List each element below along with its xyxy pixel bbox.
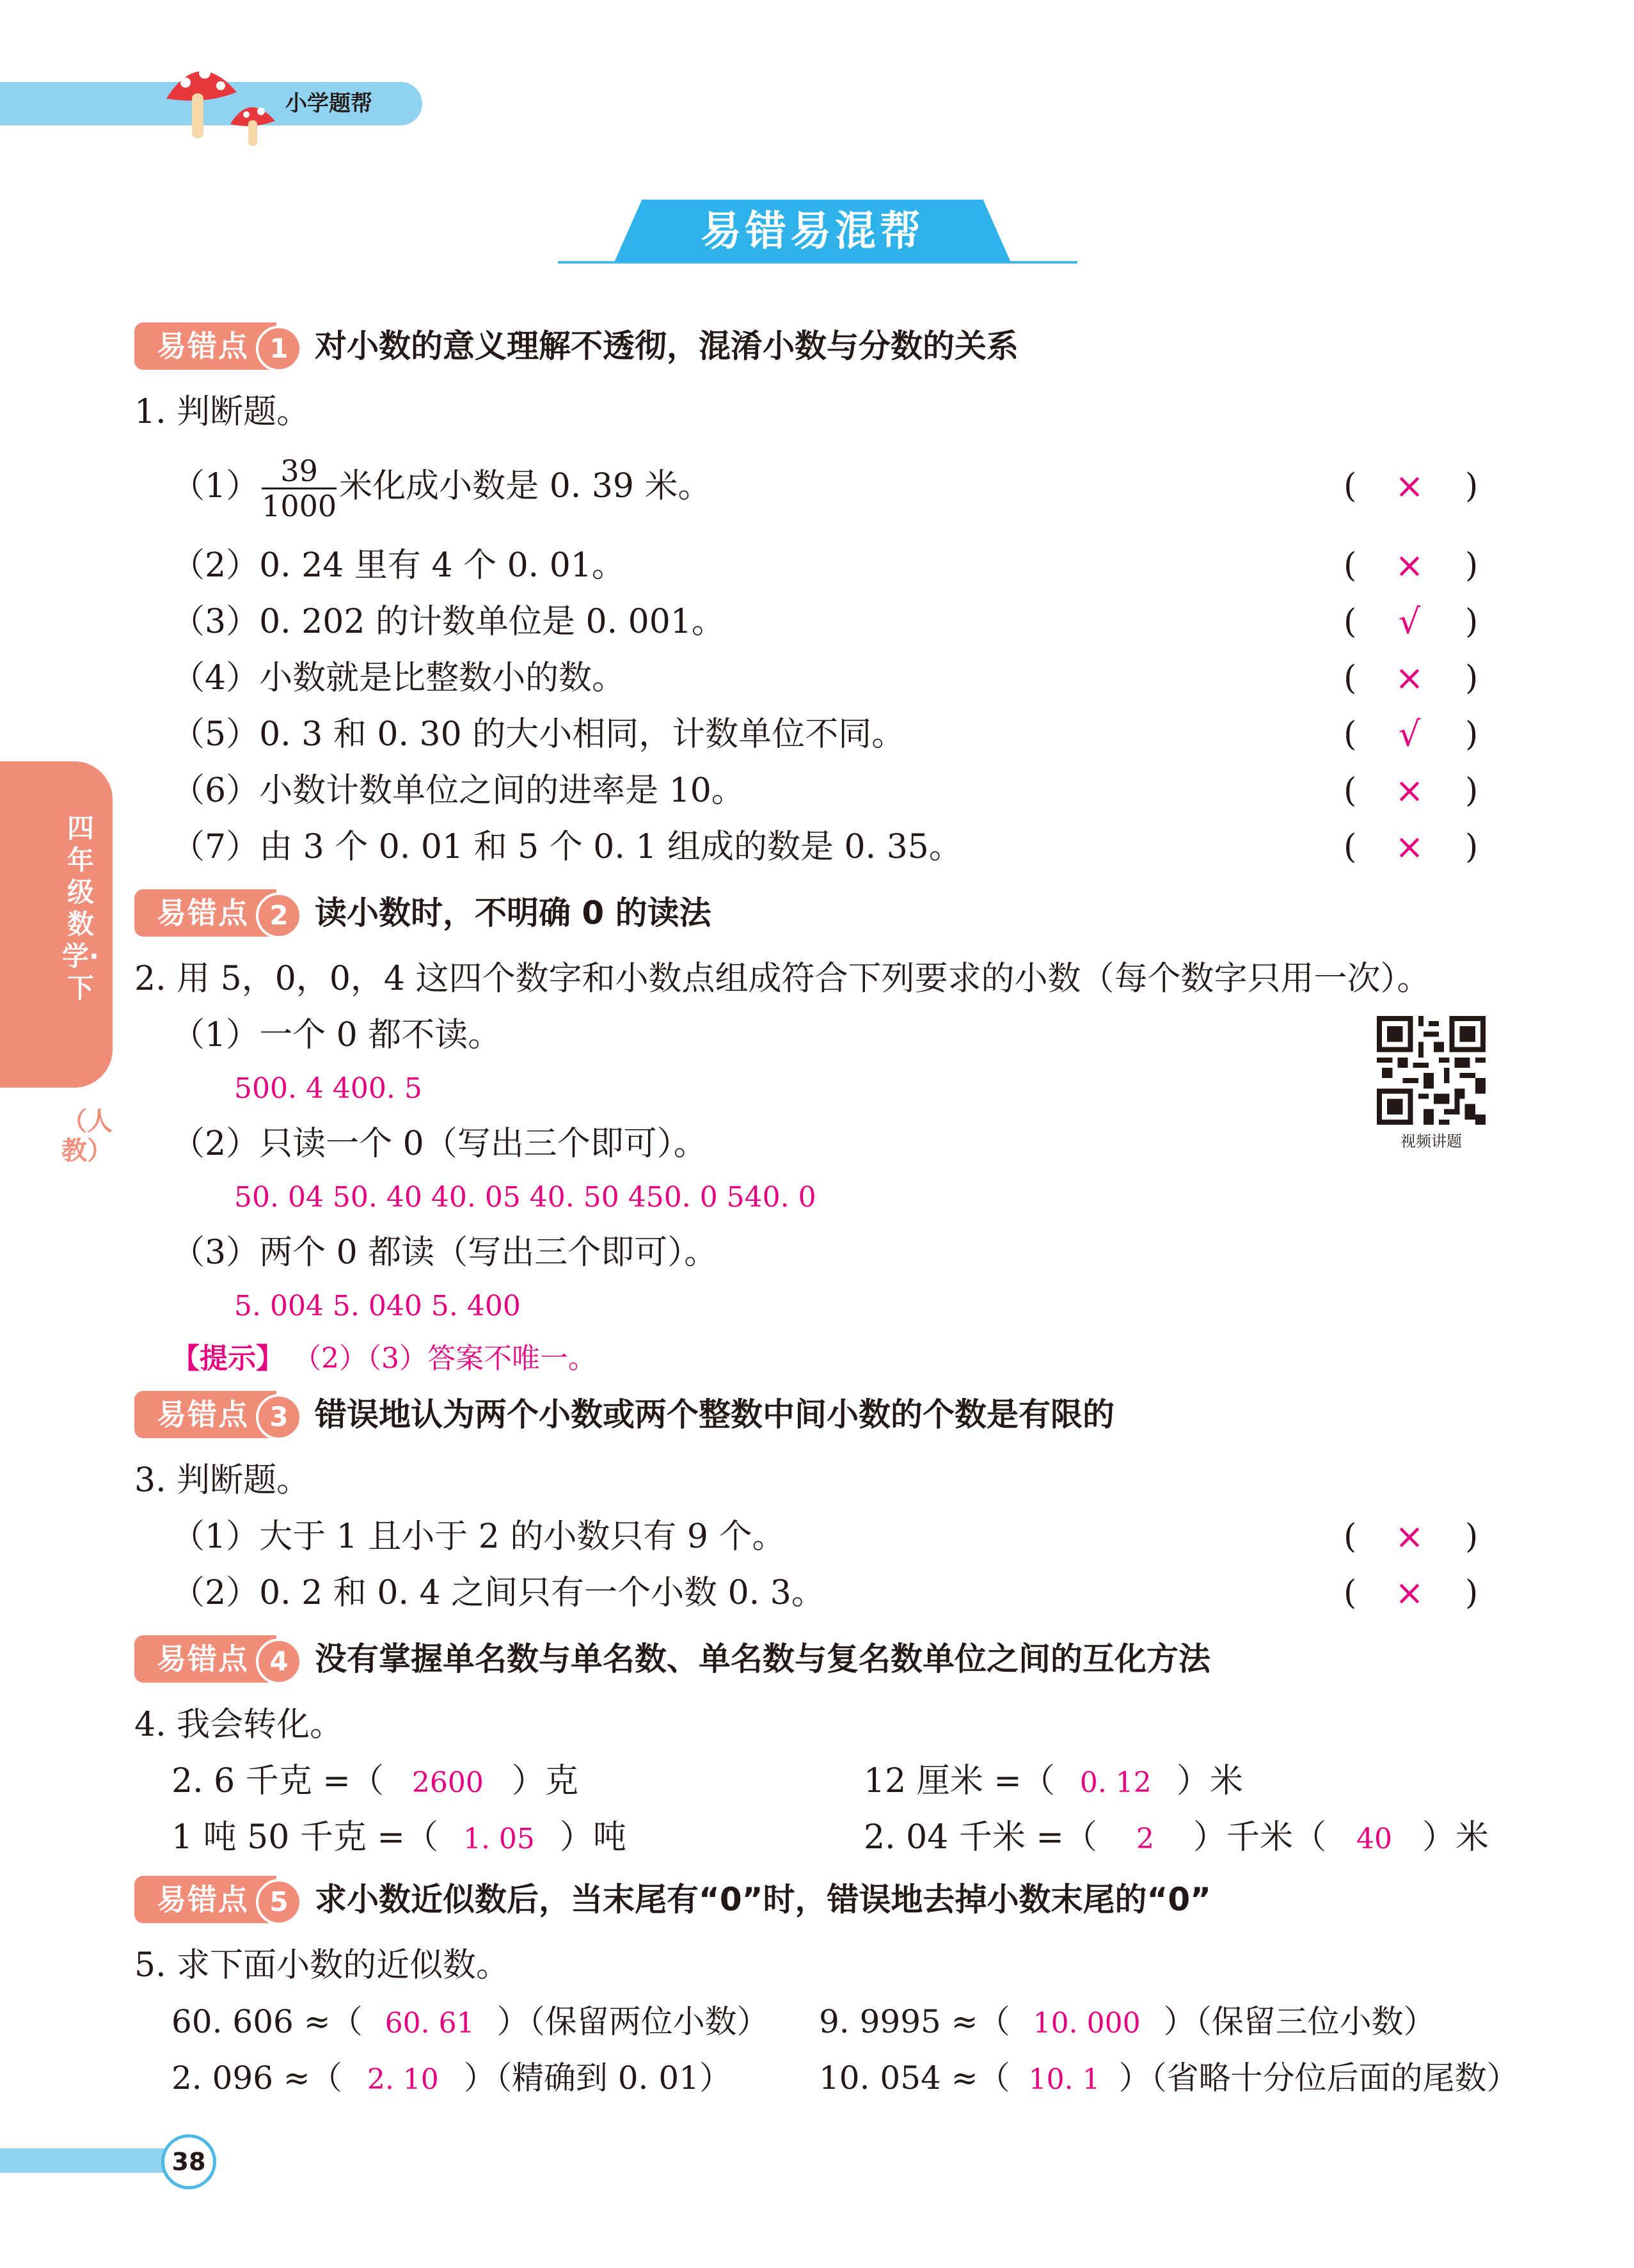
error-point-heading: [134, 1391, 1414, 1438]
judge-item: [171, 448, 711, 525]
conversion-left: 2. 04 千米 =（: [864, 1818, 1097, 1857]
error-point-number: 5: [256, 1879, 302, 1925]
judge-item: （2）0. 2 和 0. 4 之间只有一个小数 0. 3。: [171, 1574, 825, 1612]
answer-text: 500. 4 400. 5: [234, 1072, 422, 1105]
judge-mark: √: [1398, 601, 1421, 642]
conversion-item: [171, 1817, 626, 1858]
sub-question: （1）一个 0 都不读。: [171, 1016, 502, 1054]
error-point-number: 1: [256, 326, 302, 372]
conversion-left: 2. 6 千克 =（: [171, 1762, 384, 1800]
error-point-heading: [134, 1635, 1542, 1683]
approx-left: 60. 606 ≈（: [171, 2003, 363, 2040]
right-paren: ): [1465, 659, 1479, 697]
brand-name: 小学题帮: [285, 91, 372, 116]
right-paren: ): [1465, 603, 1479, 641]
page-title: 易错易混帮: [701, 208, 924, 255]
left-paren: (: [1344, 1518, 1357, 1556]
right-paren: ): [1465, 828, 1479, 866]
hint-line: [171, 1338, 596, 1379]
right-paren: ): [1465, 1518, 1479, 1556]
judge-mark: ×: [1395, 770, 1424, 811]
question-stem: 4. 我会转化。: [134, 1706, 344, 1744]
error-point-badge-label: 易错点: [157, 896, 249, 930]
approx-answer: 10. 000: [1033, 2007, 1141, 2040]
error-point-number: 2: [256, 892, 302, 939]
conversion-item: [171, 1761, 578, 1802]
error-point-heading: [134, 322, 1414, 370]
judge-mark: ×: [1395, 1516, 1424, 1557]
conversion-left: 1 吨 50 千克 =（: [171, 1818, 438, 1857]
judge-mark: ×: [1395, 827, 1424, 867]
approx-left: 10. 054 ≈（: [819, 2059, 1010, 2097]
right-paren: ): [1465, 1574, 1479, 1612]
mushroom-icon: [160, 54, 282, 150]
answer-text: 5. 004 5. 040 5. 400: [234, 1290, 521, 1322]
qr-caption: 视频讲题: [1400, 1132, 1462, 1150]
conversion-answer: 40: [1356, 1823, 1392, 1855]
left-paren: (: [1344, 1574, 1357, 1612]
approx-item: [819, 2058, 1519, 2098]
right-paren: ): [1465, 772, 1479, 810]
conversion-answer: 2: [1136, 1823, 1154, 1855]
left-paren: (: [1344, 546, 1357, 585]
side-tab-edition: （人教）: [61, 1107, 113, 1166]
conversion-unit: ）千米（: [1193, 1818, 1326, 1857]
qr-code-icon: [1377, 1016, 1486, 1125]
judge-mark: ×: [1395, 545, 1424, 585]
judge-item: （4）小数就是比整数小的数。: [171, 659, 626, 697]
approx-item: [171, 2058, 731, 2098]
left-paren: (: [1344, 715, 1357, 754]
approx-item: [819, 2001, 1436, 2042]
conversion-item: [864, 1817, 1489, 1858]
right-paren: ): [1465, 546, 1479, 585]
error-point-title: 读小数时，不明确 0 的读法: [315, 894, 711, 932]
error-point-title: 求小数近似数后，当末尾有“0”时，错误地去掉小数末尾的“0”: [315, 1881, 1212, 1918]
hint-label: 【提示】: [171, 1342, 284, 1375]
judge-mark: √: [1398, 714, 1421, 754]
error-point-heading: [134, 1876, 1542, 1923]
left-paren: (: [1344, 772, 1357, 810]
right-paren: ): [1465, 715, 1479, 754]
question-stem: 1. 判断题。: [134, 393, 310, 431]
approx-rule: ）（保留两位小数）: [496, 2003, 769, 2040]
judge-item: （5）0. 3 和 0. 30 的大小相同，计数单位不同。: [171, 715, 905, 754]
conversion-unit: ）米: [1176, 1762, 1243, 1800]
error-point-badge-label: 易错点: [157, 329, 249, 363]
question-stem: 3. 判断题。: [134, 1461, 310, 1500]
conversion-unit: ）米: [1422, 1818, 1489, 1857]
approx-rule: ）（精确到 0. 01）: [463, 2059, 731, 2097]
error-point-number: 4: [256, 1638, 302, 1685]
conversion-answer: 0. 12: [1079, 1766, 1152, 1799]
question-stem: 5. 求下面小数的近似数。: [134, 1946, 510, 1985]
approx-rule: ）（省略十分位后面的尾数）: [1118, 2059, 1519, 2097]
approx-left: 9. 9995 ≈（: [819, 2003, 1010, 2040]
judge-item: （6）小数计数单位之间的进率是 10。: [171, 772, 745, 810]
conversion-answer: 1. 05: [463, 1823, 535, 1855]
judge-item: （1）大于 1 且小于 2 的小数只有 9 个。: [171, 1518, 786, 1556]
sub-question: （3）两个 0 都读（写出三个即可）。: [171, 1233, 718, 1272]
hint-text: （2）（3）答案不唯一。: [293, 1342, 596, 1375]
approx-answer: 10. 1: [1028, 2063, 1100, 2096]
approx-item: [171, 2001, 769, 2042]
judge-mark: ×: [1395, 658, 1424, 698]
conversion-unit: ）吨: [559, 1818, 626, 1857]
error-point-number: 3: [256, 1394, 302, 1440]
left-paren: (: [1344, 467, 1357, 505]
left-paren: (: [1344, 659, 1357, 697]
side-tab-grade: 四年级数学·下: [62, 813, 99, 1004]
fraction-denominator: 1000: [262, 489, 337, 523]
answer-text: 50. 04 50. 40 40. 05 40. 50 450. 0 540. 0: [234, 1181, 816, 1214]
page-number: 38: [161, 2134, 216, 2189]
fraction: [262, 454, 337, 523]
conversion-left: 12 厘米 =（: [864, 1762, 1055, 1800]
error-point-badge-label: 易错点: [157, 1642, 249, 1676]
sub-question: （2）只读一个 0（写出三个即可）。: [171, 1125, 707, 1163]
error-point-badge-label: 易错点: [157, 1882, 249, 1917]
approx-left: 2. 096 ≈（: [171, 2059, 342, 2097]
fraction-numerator: 39: [262, 454, 337, 489]
error-point-title: 对小数的意义理解不透彻，混淆小数与分数的关系: [315, 328, 1019, 365]
error-point-heading: [134, 889, 1414, 937]
judge-mark: ×: [1395, 1573, 1424, 1613]
error-point-title: 错误地认为两个小数或两个整数中间小数的个数是有限的: [315, 1396, 1114, 1433]
left-paren: (: [1344, 828, 1357, 866]
approx-answer: 2. 10: [367, 2063, 439, 2096]
approx-rule: ）（保留三位小数）: [1163, 2003, 1436, 2040]
left-paren: (: [1344, 603, 1357, 641]
conversion-answer: 2600: [411, 1766, 484, 1799]
right-paren: ): [1465, 467, 1479, 505]
judge-item: （3）0. 202 的计数单位是 0. 001。: [171, 603, 725, 641]
footer-bar: [0, 2148, 186, 2173]
item-prefix: （1）: [171, 467, 260, 505]
judge-item: （7）由 3 个 0. 01 和 5 个 0. 1 组成的数是 0. 35。: [171, 828, 962, 866]
conversion-unit: ）克: [511, 1762, 578, 1800]
conversion-item: [864, 1761, 1243, 1802]
question-stem: 2. 用 5，0，0，4 这四个数字和小数点组成符合下列要求的小数（每个数字只用一次）。: [134, 960, 1431, 998]
error-point-badge-label: 易错点: [157, 1397, 249, 1432]
approx-answer: 60. 61: [385, 2007, 475, 2040]
item-text: 米化成小数是 0. 39 米。: [339, 467, 711, 505]
judge-item: （2）0. 24 里有 4 个 0. 01。: [171, 546, 625, 585]
judge-mark: ×: [1395, 466, 1424, 506]
error-point-title: 没有掌握单名数与单名数、单名数与复名数单位之间的互化方法: [315, 1640, 1210, 1677]
